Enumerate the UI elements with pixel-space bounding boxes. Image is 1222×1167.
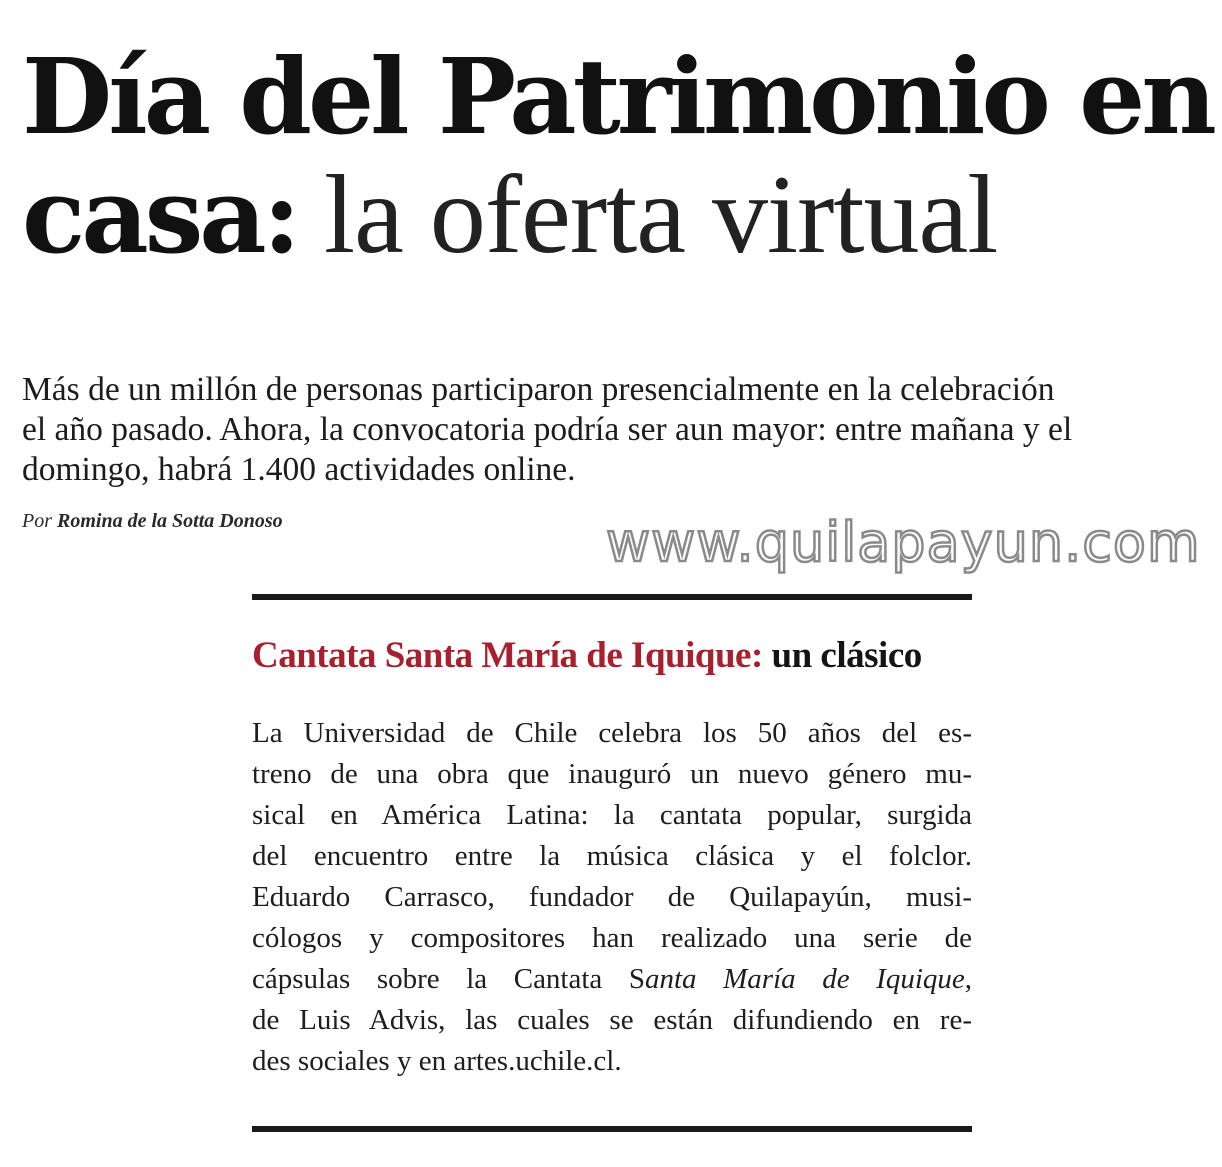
box-body-line: La Universidad de Chile celebra los 50 años del es- xyxy=(252,717,972,749)
watermark: www.quilapayun.com xyxy=(606,511,1201,574)
box-body-line-7 xyxy=(252,959,972,1000)
byline xyxy=(22,510,283,533)
box-body-line: treno de una obra que inauguró un nuevo género mu- xyxy=(252,758,972,790)
lede-paragraph: Más de un millón de personas participaron presencialmente en la celebración el año pasado. Ahora, la convocatoria podría ser aun mayor: entre mañana y el domingo, habrá 1.400 actividades online. xyxy=(22,371,1073,488)
work-title-italic: anta María de Iquique xyxy=(645,963,965,995)
box-body-line: Eduardo Carrasco, fundador de Quilapayún, musi- xyxy=(252,881,972,913)
headline-light: la oferta virtual xyxy=(297,153,998,277)
box-body-line: de Luis Advis, las cuales se están difundiendo en re- xyxy=(252,1004,972,1036)
headline xyxy=(22,35,1217,277)
line7-pre: cápsulas sobre la Cantata S xyxy=(252,963,645,995)
box-bottom-rule xyxy=(252,1126,972,1132)
box-title-black: un clásico xyxy=(762,635,922,676)
byline-author: Romina de la Sotta Donoso xyxy=(57,510,283,532)
box-title-red: Cantata Santa María de Iquique: xyxy=(252,635,763,676)
headline-bold-line1: Día del Patrimonio en xyxy=(22,35,1213,158)
box-body-line: cólogos y compositores han realizado una serie de xyxy=(252,922,972,954)
box-title xyxy=(252,632,982,680)
byline-prefix: Por xyxy=(22,510,57,532)
headline-bold-line2: casa: xyxy=(22,154,298,277)
box-body-line: del encuentro entre la música clásica y el folclor. xyxy=(252,840,972,872)
box-top-rule xyxy=(252,594,972,600)
line7-post: , xyxy=(964,963,972,995)
box-body xyxy=(252,713,972,1082)
box-body-line: sical en América Latina: la cantata popular, surgida xyxy=(252,799,972,831)
box-body-line-last: des sociales y en artes.uchile.cl. xyxy=(252,1045,622,1077)
